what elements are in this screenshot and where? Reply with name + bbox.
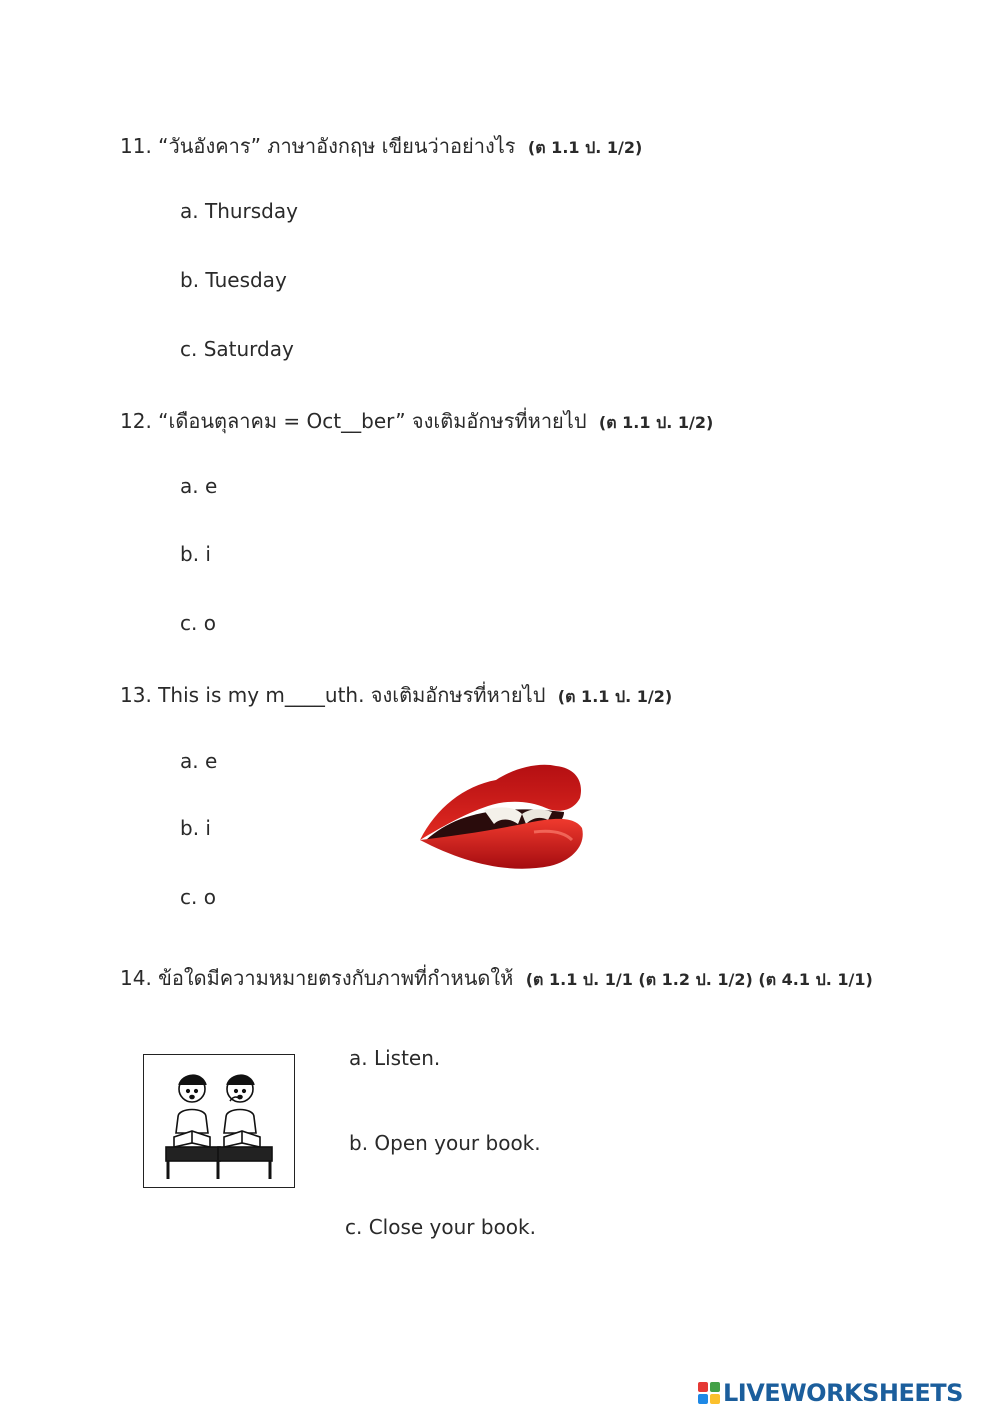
question-number: 12.	[120, 409, 152, 433]
liveworksheets-icon	[698, 1382, 720, 1404]
question-number: 11.	[120, 134, 152, 158]
question-number: 13.	[120, 683, 152, 707]
q11-option-c[interactable]: c. Saturday	[180, 337, 294, 361]
question-text: “วันอังคาร” ภาษาอังกฤษ เขียนว่าอย่างไร	[158, 134, 516, 158]
question-12	[120, 405, 713, 437]
students-drawing	[144, 1055, 294, 1187]
question-tag: (ต 1.1 ป. 1/1 (ต 1.2 ป. 1/2) (ต 4.1 ป. 1/1)	[525, 970, 873, 989]
q11-option-a[interactable]: a. Thursday	[180, 199, 298, 223]
question-text: “เดือนตุลาคม = Oct__ber” จงเติมอักษรที่หายไป	[158, 409, 587, 433]
q14-option-c[interactable]: c. Close your book.	[345, 1215, 536, 1239]
lips-image	[414, 760, 584, 875]
question-tag: (ต 1.1 ป. 1/2)	[527, 138, 643, 157]
q12-option-c[interactable]: c. o	[180, 611, 216, 635]
question-number: 14.	[120, 966, 152, 990]
q14-option-a[interactable]: a. Listen.	[349, 1046, 441, 1070]
q11-option-b[interactable]: b. Tuesday	[180, 268, 287, 292]
question-text: ข้อใดมีความหมายตรงกับภาพที่กำหนดให้	[158, 966, 514, 990]
q13-option-a[interactable]: a. e	[180, 749, 218, 773]
q13-option-c[interactable]: c. o	[180, 885, 216, 909]
question-text: This is my m____uth. จงเติมอักษรที่หายไป	[158, 683, 546, 707]
q12-option-b[interactable]: b. i	[180, 542, 211, 566]
question-14	[120, 962, 873, 994]
q12-option-a[interactable]: a. e	[180, 474, 218, 498]
question-tag: (ต 1.1 ป. 1/2)	[557, 687, 673, 706]
q14-option-b[interactable]: b. Open your book.	[349, 1131, 541, 1155]
question-11	[120, 130, 642, 162]
liveworksheets-logo	[698, 1378, 963, 1408]
logo-text: LIVEWORKSHEETS	[723, 1379, 963, 1407]
q13-option-b[interactable]: b. i	[180, 816, 211, 840]
question-13	[120, 679, 672, 711]
students-reading-image	[143, 1054, 295, 1188]
question-tag: (ต 1.1 ป. 1/2)	[598, 413, 714, 432]
